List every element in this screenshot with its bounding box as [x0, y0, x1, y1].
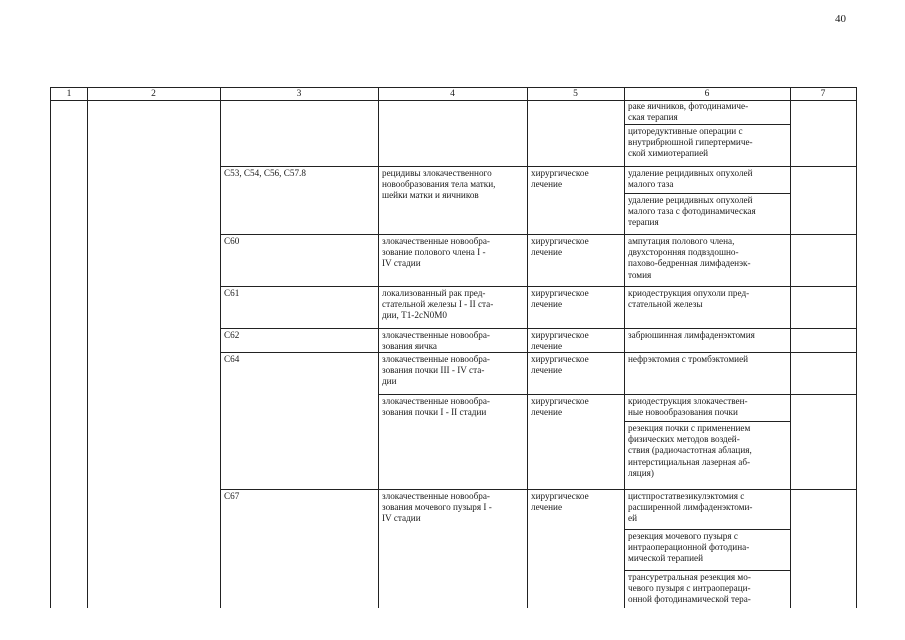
method-divider	[624, 529, 790, 530]
row-divider	[220, 234, 856, 235]
method-divider	[624, 421, 790, 422]
row-divider	[220, 166, 856, 167]
column-divider	[87, 88, 88, 608]
diagnosis-text: рецидивы злокачественного новообразования тела матки, шейки матки и яичников	[382, 168, 496, 201]
medical-procedures-table	[50, 87, 857, 608]
method-text: удаление рецидивных опухолей малого таза	[628, 168, 753, 190]
diagnosis-code: C53, C54, C56, C57.8	[224, 168, 306, 178]
method-text: резекция мочевого пузыря с интраоперационной фотодина- мической терапией	[628, 531, 750, 564]
diagnosis-code: C67	[224, 491, 240, 501]
column-header-6: 6	[704, 89, 710, 99]
column-header-7: 7	[820, 89, 826, 99]
diagnosis-text: локализованный рак пред- стательной железы I - II ста- дии, T1-2cN0M0	[382, 288, 494, 321]
method-text: забрюшинная лимфаденэктомия	[628, 330, 755, 340]
method-text: удаление рецидивных опухолей малого таза с фотодинамическая терапия	[628, 195, 756, 228]
treatment-type: хирургическое лечение	[531, 491, 589, 513]
method-text: нефрэктомия с тромбэктомией	[628, 354, 749, 364]
row-divider	[220, 328, 856, 329]
treatment-type: хирургическое лечение	[531, 330, 589, 352]
treatment-type: хирургическое лечение	[531, 396, 589, 418]
treatment-type: хирургическое лечение	[531, 236, 589, 258]
diagnosis-text: злокачественные новообра- зования почки I - II стадии	[382, 396, 490, 418]
method-divider	[624, 124, 790, 125]
diagnosis-code: C61	[224, 288, 240, 298]
diagnosis-text: злокачественные новообра- зования яичка	[382, 330, 490, 352]
method-text: раке яичников, фотодинамиче- ская терапия	[628, 101, 749, 123]
diagnosis-code: C62	[224, 330, 240, 340]
method-text: цистпростатвезикулэктомия с расширенной лимфаденэктоми- ей	[628, 491, 753, 524]
method-text: ампутация полового члена, двухсторонняя подвздошно- пахово-бедренная лимфаденэк- томия	[628, 236, 751, 280]
diagnosis-text: злокачественные новообра- зования почки III - IV ста- дии	[382, 354, 490, 387]
method-divider	[624, 193, 790, 194]
column-header-4: 4	[450, 89, 455, 99]
page-number: 40	[835, 13, 846, 25]
column-header-2: 2	[151, 89, 156, 99]
method-text: трансуретральная резекция мо- чевого пузыря с интраопераци- онной фотодинамической тера-	[628, 572, 751, 605]
treatment-type: хирургическое лечение	[531, 168, 589, 190]
row-divider	[220, 489, 856, 490]
method-text: криодеструкция опухоли пред- стательной железы	[628, 288, 750, 310]
method-text: циторедуктивные операции с внутрибрюшной гипертермиче- ской химиотерапией	[628, 126, 753, 159]
method-text: резекция почки с применением физических методов воздей- ствия (радиочастотная аблация, интерстициальная лазерная аб- ляция)	[628, 423, 752, 478]
method-text: криодеструкция злокачествен- ные новообразования почки	[628, 396, 748, 418]
diagnosis-code: C60	[224, 236, 240, 246]
treatment-type: хирургическое лечение	[531, 288, 589, 310]
column-header-3: 3	[296, 89, 302, 99]
diagnosis-text: злокачественные новообра- зование полового члена I - IV стадии	[382, 236, 490, 269]
treatment-type: хирургическое лечение	[531, 354, 589, 376]
diagnosis-code: C64	[224, 354, 240, 364]
row-divider	[378, 394, 856, 395]
column-header-5: 5	[573, 89, 578, 99]
row-divider	[220, 286, 856, 287]
method-divider	[624, 570, 790, 571]
diagnosis-text: злокачественные новообра- зования мочевого пузыря I - IV стадии	[382, 491, 492, 524]
column-header-1: 1	[66, 89, 72, 99]
